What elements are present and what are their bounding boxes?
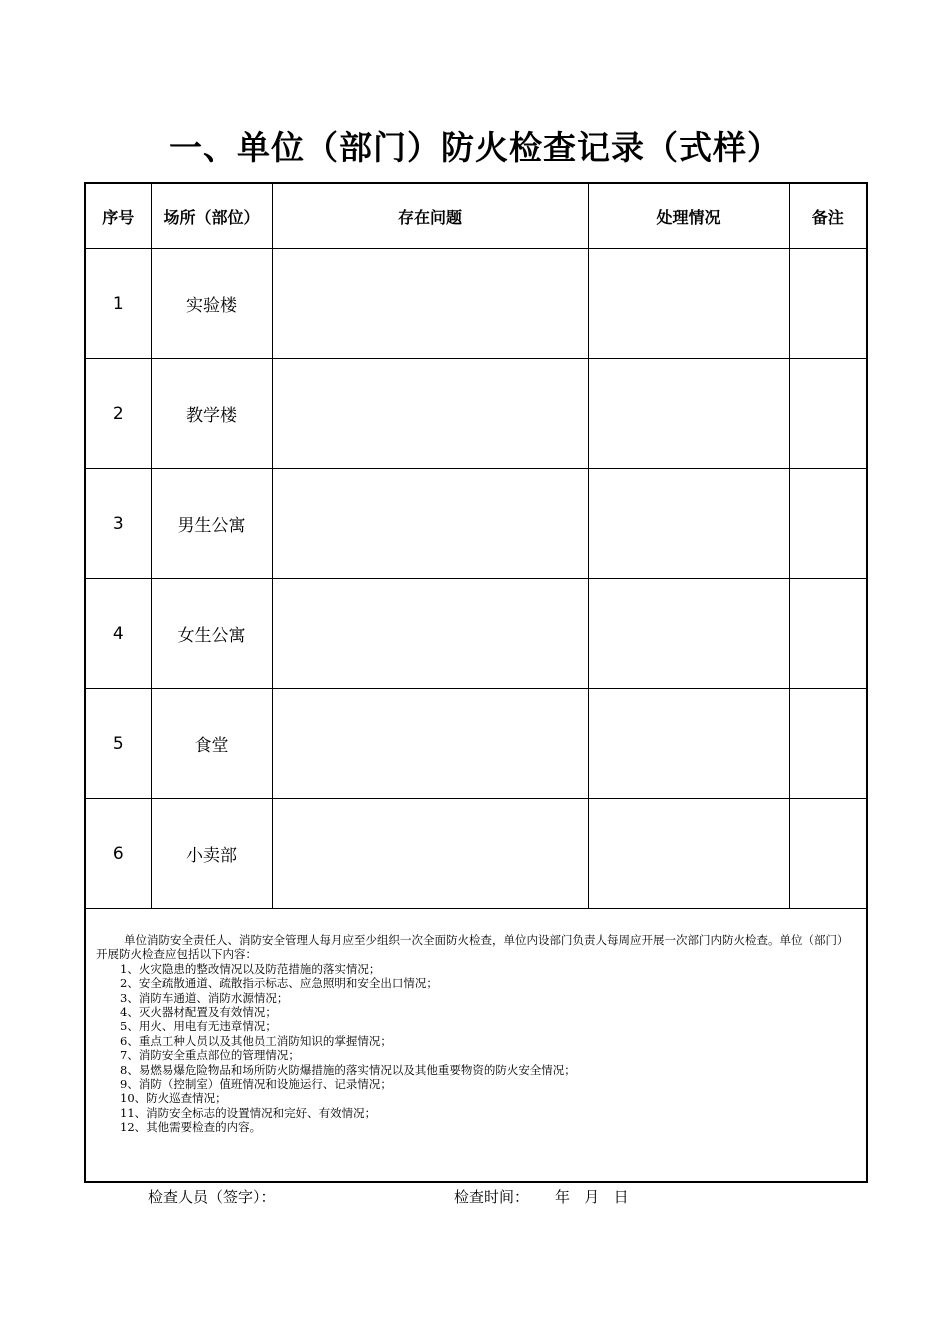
row-index: 4 bbox=[85, 579, 151, 689]
remarks-cell[interactable] bbox=[789, 579, 867, 689]
inspection-record-table bbox=[84, 182, 868, 1183]
handling-cell[interactable] bbox=[588, 799, 789, 909]
row-index: 3 bbox=[85, 469, 151, 579]
issues-cell[interactable] bbox=[272, 579, 588, 689]
notes-item: 5、用火、用电有无违章情况； bbox=[120, 1019, 277, 1034]
notes-item: 1、火灾隐患的整改情况以及防范措施的落实情况； bbox=[120, 961, 381, 976]
issues-cell[interactable] bbox=[272, 359, 588, 469]
row-index: 5 bbox=[85, 689, 151, 799]
row-place: 实验楼 bbox=[151, 249, 272, 359]
notes-item: 7、消防安全重点部位的管理情况； bbox=[120, 1048, 300, 1063]
table-row bbox=[85, 359, 867, 469]
notes-item: 11、消防安全标志的设置情况和完好、有效情况； bbox=[120, 1105, 377, 1120]
notes-item: 2、安全疏散通道、疏散指示标志、应急照明和安全出口情况； bbox=[120, 976, 438, 991]
header-remarks: 备注 bbox=[789, 183, 867, 249]
row-place: 女生公寓 bbox=[151, 579, 272, 689]
row-index: 2 bbox=[85, 359, 151, 469]
remarks-cell[interactable] bbox=[789, 799, 867, 909]
table-row bbox=[85, 469, 867, 579]
notes-item: 8、易燃易爆危险物品和场所防火防爆措施的落实情况以及其他重要物资的防火安全情况； bbox=[120, 1062, 576, 1077]
row-place: 教学楼 bbox=[151, 359, 272, 469]
row-place: 男生公寓 bbox=[151, 469, 272, 579]
header-handling: 处理情况 bbox=[588, 183, 789, 249]
handling-cell[interactable] bbox=[588, 579, 789, 689]
remarks-cell[interactable] bbox=[789, 689, 867, 799]
table-row bbox=[85, 579, 867, 689]
remarks-cell[interactable] bbox=[789, 359, 867, 469]
inspection-notes bbox=[85, 909, 867, 1183]
handling-cell[interactable] bbox=[588, 469, 789, 579]
notes-item: 6、重点工种人员以及其他员工消防知识的掌握情况； bbox=[120, 1033, 392, 1048]
handling-cell[interactable] bbox=[588, 249, 789, 359]
inspection-time-label: 检查时间： bbox=[454, 1188, 530, 1206]
row-index: 1 bbox=[85, 249, 151, 359]
table-row bbox=[85, 799, 867, 909]
notes-item: 10、防火巡查情况； bbox=[120, 1091, 227, 1106]
notes-item: 3、消防车通道、消防水源情况； bbox=[120, 990, 289, 1005]
header-index: 序号 bbox=[85, 183, 151, 249]
table-row bbox=[85, 249, 867, 359]
handling-cell[interactable] bbox=[588, 689, 789, 799]
notes-item: 9、消防（控制室）值班情况和设施运行、记录情况； bbox=[120, 1077, 392, 1092]
header-place: 场所（部位） bbox=[151, 183, 272, 249]
notes-row bbox=[85, 909, 867, 1183]
notes-intro: 单位消防安全责任人、消防安全管理人每月应至少组织一次全面防火检查，单位内设部门负责人每周应开展一次部门内防火检查。单位（部门）开展防火检查应包括以下内容： bbox=[96, 933, 849, 962]
remarks-cell[interactable] bbox=[789, 469, 867, 579]
header-issues: 存在问题 bbox=[272, 183, 588, 249]
row-index: 6 bbox=[85, 799, 151, 909]
notes-item: 12、其他需要检查的内容。 bbox=[120, 1120, 262, 1135]
inspector-signature-label: 检查人员（签字）： bbox=[148, 1188, 276, 1206]
page-title: 一、单位（部门）防火检查记录（式样） bbox=[169, 128, 781, 167]
issues-cell[interactable] bbox=[272, 689, 588, 799]
issues-cell[interactable] bbox=[272, 249, 588, 359]
table-row bbox=[85, 689, 867, 799]
remarks-cell[interactable] bbox=[789, 249, 867, 359]
notes-item: 4、灭火器材配置及有效情况； bbox=[120, 1005, 277, 1020]
row-place: 食堂 bbox=[151, 689, 272, 799]
handling-cell[interactable] bbox=[588, 359, 789, 469]
issues-cell[interactable] bbox=[272, 469, 588, 579]
table-header-row bbox=[85, 183, 867, 249]
row-place: 小卖部 bbox=[151, 799, 272, 909]
issues-cell[interactable] bbox=[272, 799, 588, 909]
inspection-date-label: 年 月 日 bbox=[555, 1188, 629, 1206]
